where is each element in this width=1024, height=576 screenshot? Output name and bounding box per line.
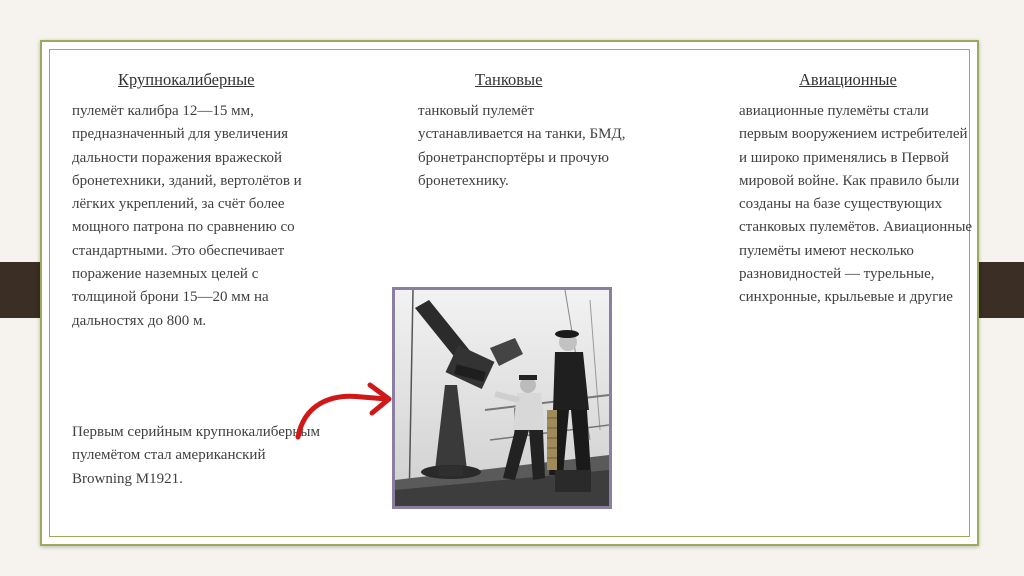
text-tank-description: танковый пулемёт устанавливается на танки, БМД, бронетранспортёры и прочую бронетехнику.: [418, 103, 626, 189]
text-aviation-description: авиационные пулемёты стали первым вооружением истребителей и широко применялись в Первой мировой войне. Как правило были созданы на базе существующих станковых пулемётов. Авиационные пулемёты имеют несколько разновидностей — турельные, синхронные, крыльевые и другие: [739, 103, 973, 306]
heading-aviation: Авиационные: [799, 70, 897, 89]
machine-gun-photo-drawing: [395, 290, 609, 506]
text-large-caliber-description: пулемёт калибра 12—15 мм, предназначенный для увеличения дальности поражения вражеской бронетехники, зданий, вертолётов и лёгких укреплений, за счёт более мощного патрона по сравнению со стандартными. Это обеспечивает поражение наземных целей с толщиной брони 15—20 мм на дальностях до 800 м.: [72, 103, 302, 329]
text-large-caliber-first-serial: Первым серийным крупнокалиберным пулемётом стал американский Browning M1921.: [72, 424, 320, 487]
red-arrow-icon: [290, 375, 400, 450]
machine-gun-photo: [392, 287, 612, 509]
heading-large-caliber: Крупнокалиберные: [118, 70, 255, 89]
heading-tank: Танковые: [475, 70, 543, 89]
left-decorative-bar: [0, 262, 40, 318]
